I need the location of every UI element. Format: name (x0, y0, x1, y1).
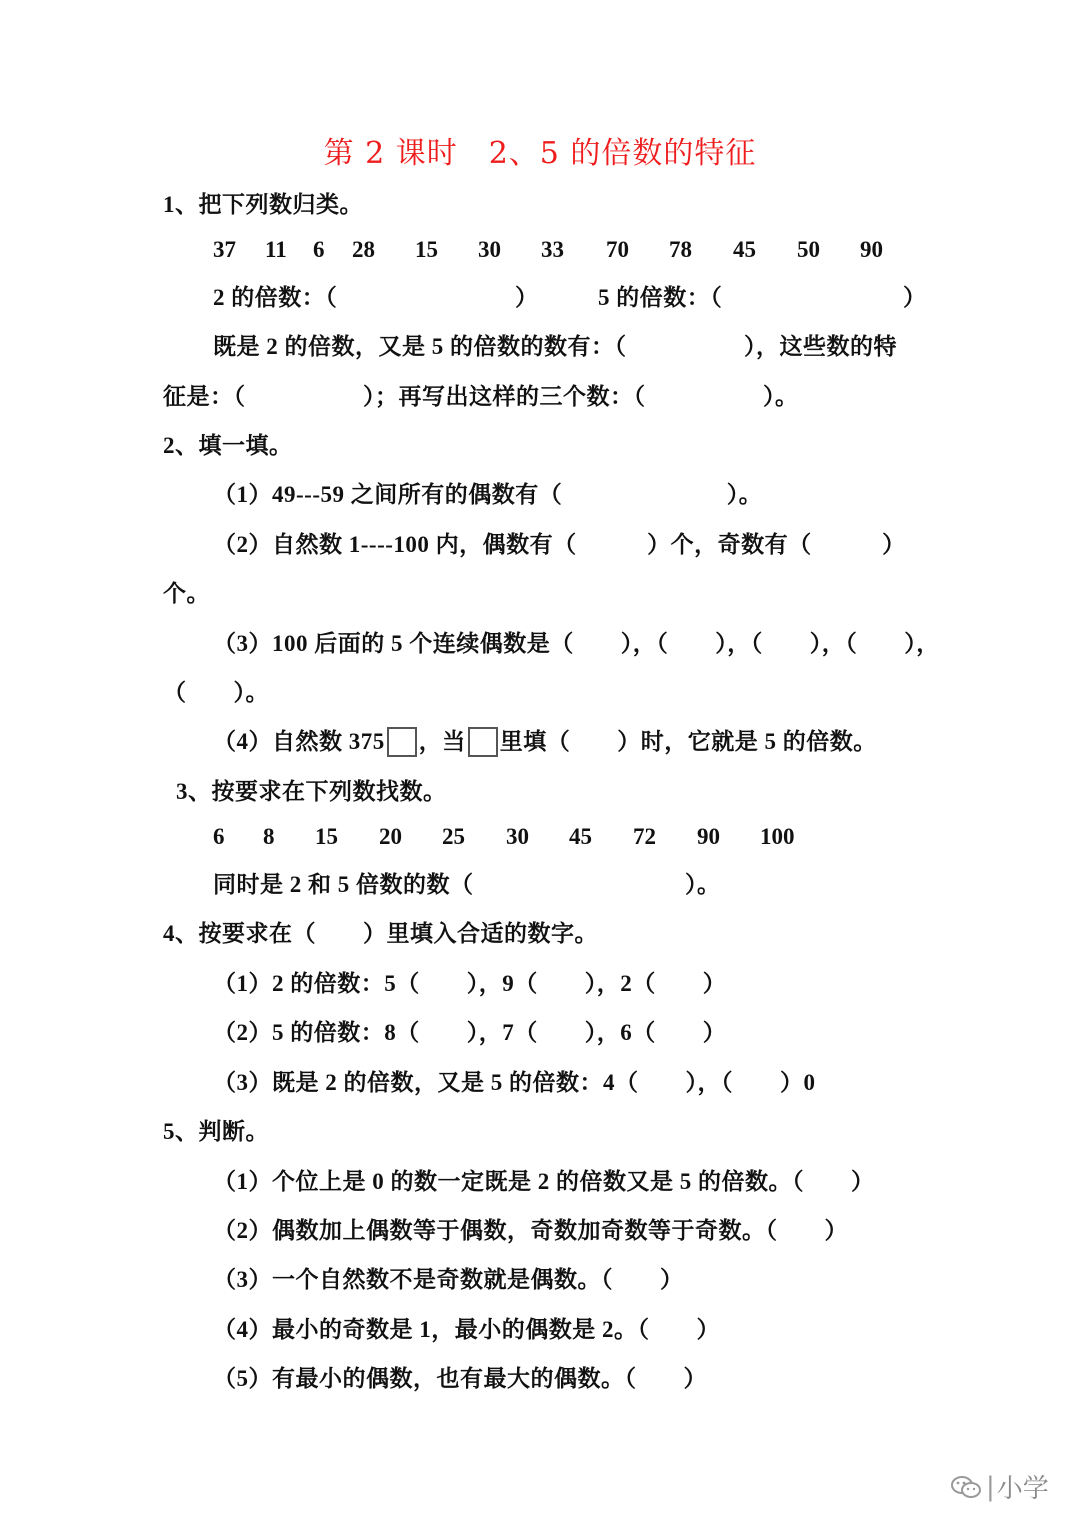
q2-item4 (213, 727, 877, 759)
q1-number: 15 (415, 237, 438, 262)
q5-item4: （4）最小的奇数是 1，最小的偶数是 2。（ ） (213, 1317, 720, 1342)
q5-heading: 5、判断。 (163, 1119, 269, 1144)
blank-box (468, 727, 498, 757)
q2-item2-line1: （2）自然数 1----100 内，偶数有（ ）个，奇数有（ ） (213, 532, 906, 557)
blank-box (387, 727, 417, 757)
q2-heading: 2、填一填。 (163, 433, 293, 458)
q2-item4-text-c: 里填（ ）时，它就是 5 的倍数。 (499, 729, 877, 754)
q1-number: 45 (733, 237, 756, 262)
q1-number: 90 (860, 237, 883, 262)
watermark-text: 小学 (996, 1474, 1049, 1504)
q2-item4-text-b: ，当 (418, 729, 466, 754)
q3-number: 90 (697, 824, 720, 849)
q5-item1: （1）个位上是 0 的数一定既是 2 的倍数又是 5 的倍数。（ ） (213, 1169, 875, 1194)
q3-number: 15 (315, 824, 338, 849)
q1-number: 50 (797, 237, 820, 262)
page-title: 第 2 课时 2、5 的倍数的特征 (323, 136, 757, 171)
q1-both-line2: 征是：（ ）；再写出这样的三个数：（ ）。 (163, 384, 799, 409)
q4-heading: 4、按要求在（ ）里填入合适的数字。 (163, 921, 598, 946)
q3-number: 25 (442, 824, 465, 849)
q3-heading: 3、按要求在下列数找数。 (176, 779, 447, 804)
q3-number: 45 (569, 824, 592, 849)
q1-multiples-of-2-close: ） (515, 285, 539, 310)
q2-item3-line2: （ ）。 (163, 680, 269, 705)
q3-number-list (0, 824, 1080, 854)
q1-number: 28 (352, 237, 375, 262)
q1-heading: 1、把下列数归类。 (163, 192, 363, 217)
q1-number: 33 (541, 237, 564, 262)
q1-number: 6 (313, 237, 325, 262)
q1-number: 11 (265, 237, 287, 262)
q3-number: 8 (263, 824, 275, 849)
q2-item1: （1）49---59 之间所有的偶数有（ ）。 (213, 482, 763, 507)
q2-item3-line1: （3）100 后面的 5 个连续偶数是（ ），（ ），（ ），（ ）， (213, 631, 940, 656)
q4-item3: （3）既是 2 的倍数，又是 5 的倍数：4（ ），（ ）0 (213, 1070, 816, 1095)
q5-item5: （5）有最小的偶数，也有最大的偶数。（ ） (213, 1366, 707, 1391)
q2-item2-line2: 个。 (163, 581, 210, 606)
q1-number: 30 (478, 237, 501, 262)
q1-multiples-of-5-close: ） (903, 285, 927, 310)
q1-multiples-of-5-label: 5 的倍数：（ (598, 285, 723, 310)
q4-item2: （2）5 的倍数：8（ ），7（ ），6（ ） (213, 1020, 727, 1045)
q1-both-line1: 既是 2 的倍数，又是 5 的倍数的数有：（ ），这些数的特 (213, 334, 897, 359)
q3-number: 30 (506, 824, 529, 849)
q2-item4-text-a: （4）自然数 375 (213, 729, 385, 754)
q1-multiples-of-2-label: 2 的倍数：（ (213, 285, 338, 310)
q5-item2: （2）偶数加上偶数等于偶数，奇数加奇数等于奇数。（ ） (213, 1218, 848, 1243)
q1-number: 37 (213, 237, 236, 262)
q1-number: 78 (669, 237, 692, 262)
q3-number: 72 (633, 824, 656, 849)
wechat-icon (950, 1475, 982, 1499)
q3-number: 100 (760, 824, 795, 849)
q3-number: 20 (379, 824, 402, 849)
q3-number: 6 (213, 824, 225, 849)
q1-number: 70 (606, 237, 629, 262)
q3-both: 同时是 2 和 5 倍数的数（ ）。 (213, 872, 721, 897)
q4-item1: （1）2 的倍数：5（ ），9（ ），2（ ） (213, 971, 727, 996)
q1-number-list (0, 237, 1080, 267)
q5-item3: （3）一个自然数不是奇数就是偶数。（ ） (213, 1267, 684, 1292)
watermark: | 小学 (950, 1468, 1049, 1505)
